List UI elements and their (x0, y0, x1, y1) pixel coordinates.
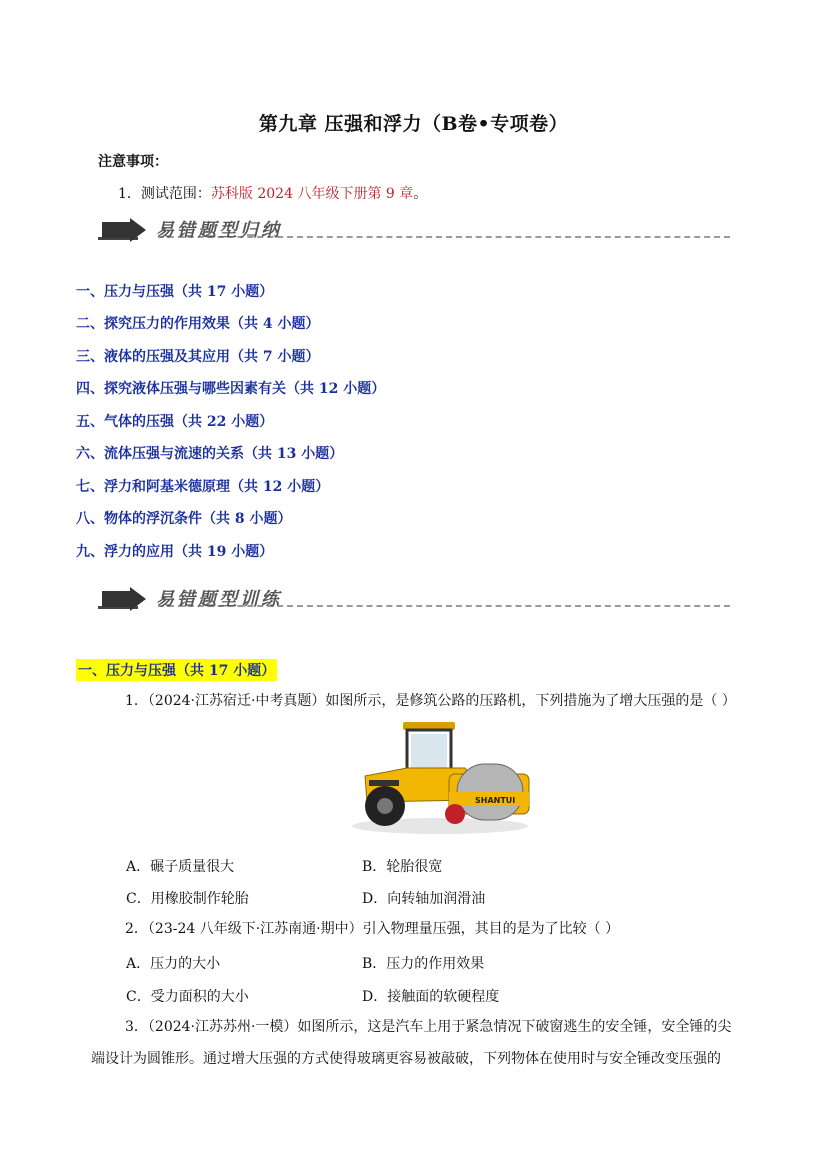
roller-brand-label: SHANTUI (475, 796, 516, 805)
toc-item-6[interactable]: 六、流体压强与流速的关系（共 13 小题） (76, 446, 344, 462)
toc-item-7[interactable]: 七、浮力和阿基米德原理（共 12 小题） (76, 479, 330, 495)
toc-item-9[interactable]: 九、浮力的应用（共 19 小题） (76, 544, 274, 560)
q1-option-d[interactable]: D．向转轴加润滑油 (362, 891, 486, 907)
training-banner-label: 易错题型训练 (156, 589, 282, 610)
toc-item-1[interactable]: 一、压力与压强（共 17 小题） (76, 284, 274, 300)
summary-banner (98, 214, 730, 248)
q2-option-b[interactable]: B．压力的作用效果 (362, 956, 485, 972)
q1-option-a[interactable]: A．碾子质量很大 (126, 859, 235, 875)
page-title: 第九章 压强和浮力（B卷•专项卷） (258, 113, 569, 135)
toc-item-3[interactable]: 三、液体的压强及其应用（共 7 小题） (76, 349, 320, 365)
scope-prefix: 1．测试范围： (118, 186, 211, 202)
question-1-stem: 1．（2024·江苏宿迁·中考真题）如图所示，是修筑公路的压路机，下列措施为了增大压强的是（ ） (125, 693, 736, 709)
q2-option-d[interactable]: D．接触面的软硬程度 (362, 989, 500, 1005)
q2-option-c[interactable]: C．受力面积的大小 (126, 989, 249, 1005)
question-3-line-2: 端设计为圆锥形。通过增大压强的方式使得玻璃更容易被敲破，下列物体在使用时与安全锤改变压强的 (91, 1051, 721, 1067)
scope-highlight: 苏科版 2024 八年级下册第 9 章 (210, 186, 414, 202)
notice-label: 注意事项： (98, 154, 168, 170)
arrow-icon (98, 218, 150, 244)
q1-option-c[interactable]: C．用橡胶制作轮胎 (126, 891, 249, 907)
arrow-icon (98, 587, 150, 613)
question-2-stem: 2．（23-24 八年级下·江苏南通·期中）引入物理量压强，其目的是为了比较（ ） (125, 921, 620, 937)
toc-item-5[interactable]: 五、气体的压强（共 22 小题） (76, 414, 274, 430)
test-scope (118, 183, 427, 203)
summary-banner-label: 易错题型归纳 (156, 220, 282, 241)
scope-suffix: 。 (413, 186, 428, 202)
toc-item-8[interactable]: 八、物体的浮沉条件（共 8 小题） (76, 511, 292, 527)
training-banner (98, 583, 730, 617)
toc-item-4[interactable]: 四、探究液体压强与哪些因素有关（共 12 小题） (76, 381, 386, 397)
road-roller-image (345, 718, 535, 836)
toc-item-2[interactable]: 二、探究压力的作用效果（共 4 小题） (76, 316, 320, 332)
q2-option-a[interactable]: A．压力的大小 (126, 956, 221, 972)
section-heading: 一、压力与压强（共 17 小题） (76, 659, 277, 681)
q1-option-b[interactable]: B．轮胎很宽 (362, 859, 443, 875)
question-3-line-1: 3．（2024·江苏苏州·一模）如图所示，这是汽车上用于紧急情况下破窗逃生的安全锤，安全锤的尖 (125, 1019, 732, 1035)
